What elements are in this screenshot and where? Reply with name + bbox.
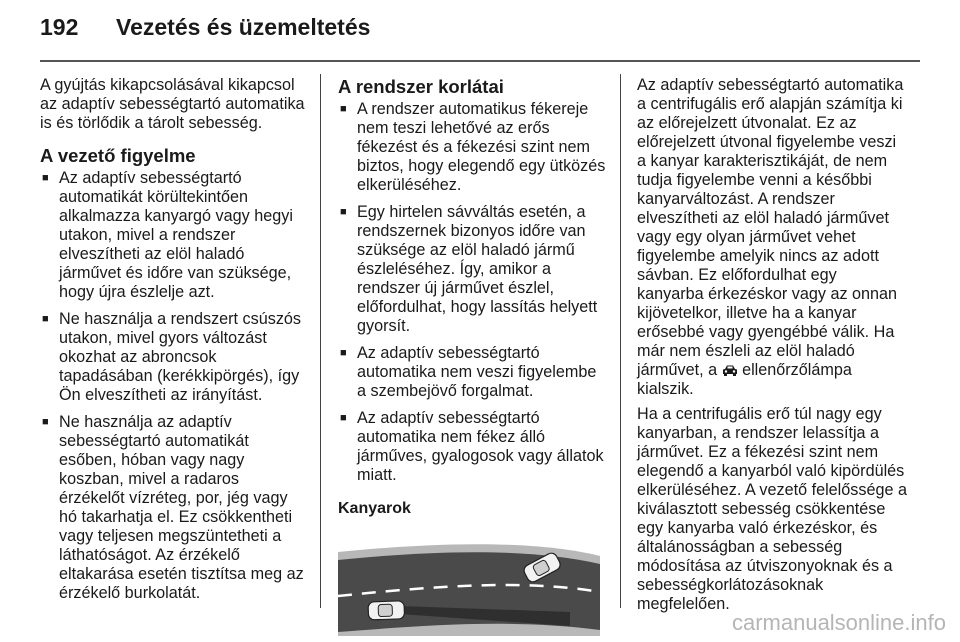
watermark: carmanualsonline.info — [731, 610, 946, 635]
list-item: ■ A rendszer automatikus fékereje nem teszi lehetővé az erős fékezést és a fékezési szint nem biztos, hogy elegendő egy ütközés elkerüléséhez. — [338, 100, 606, 195]
system-limits-list — [338, 100, 606, 485]
column-middle — [338, 76, 606, 636]
curve-illustration — [338, 530, 600, 636]
header-rule — [40, 60, 920, 62]
page-title: Vezetés és üzemeltetés — [116, 14, 371, 40]
paragraph — [637, 76, 907, 399]
page-number: 192 — [40, 14, 79, 40]
paragraph: Ha a centrifugális erő túl nagy egy kanyarban, a rendszer lelassítja a járművet. Ez a fékezési szint nem elegendő a kanyarból való kipördülés elkerüléséhez. A vezető felelőssége a kiválasztott sebesség csökkentése egy kanyarba való érkezéskor, és általánosságban a sebesség módosítása az útviszonyoknak és a sebességkorlátozásoknak megfelelően. — [637, 405, 907, 613]
subheading-curves: Kanyarok — [338, 500, 411, 517]
paragraph-text: ellenőrzőlámpa kialszik. — [637, 361, 852, 398]
list-item: ■ Az adaptív sebességtartó automatika nem veszi figyelembe a szembejövő forgalmat. — [338, 344, 606, 401]
section-heading-system-limits: A rendszer korlátai — [338, 76, 504, 97]
vehicle-ahead-indicator-icon — [722, 364, 738, 376]
list-item: ■ Ne használja a rendszert csúszós utakon, mivel gyors változást okozhat az abroncsok tapadásában (kerékkipörgés), így Ön elveszítheti az irányítást. — [40, 310, 308, 405]
column-divider — [320, 74, 321, 608]
column-divider — [620, 74, 621, 608]
column-left — [40, 76, 308, 611]
own-car — [368, 601, 405, 620]
list-item: ■ Az adaptív sebességtartó automatika nem fékez álló járműves, gyalogosok vagy állatok miatt. — [338, 409, 606, 485]
intro-paragraph: A gyújtás kikapcsolásával kikapcsol az adaptív sebességtartó automatika is és törlődik a tárolt sebesség. — [40, 76, 305, 132]
driver-attention-list — [40, 169, 308, 603]
list-item: ■ Az adaptív sebességtartó automatikát körültekintően alkalmazza kanyargó vagy hegyi utakon, mivel a rendszer elveszítheti az elöl haladó járművet és időre van szüksége, hogy újra észlelje azt. — [40, 169, 308, 302]
paragraph-text: Az adaptív sebességtartó automatika a centrifugális erő alapján számítja ki az előrejelzett útvonalat. Ez az előrejelzett útvonal figyelembe veszi a kanyar karakterisztikáját, de nem tudja figyelembe venni a későbbi kanyarváltozást. A rendszer elveszítheti az elöl haladó járművet vagy egy olyan járművet vehet figyelembe amelyik nincs az adott sávban. Ez előfordulhat egy kanyarba érkezéskor vagy az onnan kijövetelkor, illetve ha a kanyar erősebbé vagy gyengébbé válik. Ha már nem észleli az elöl haladó járművet, a — [637, 76, 904, 379]
list-item: ■ Egy hirtelen sávváltás esetén, a rendszernek bizonyos időre van szüksége az elöl haladó jármű észleléséhez. Így, amikor a rendszer új járművet észlel, előfordulhat, hogy lassítás helyett gyorsít. — [338, 203, 606, 336]
list-item: ■ Ne használja az adaptív sebességtartó automatikát esőben, hóban vagy nagy koszban, mivel a radaros érzékelőt vízréteg, por, jég vagy hó takarhatja el. Ez csökkentheti vagy teljesen megszüntetheti a láthatóságot. Az érzékelő eltakarása esetén tisztítsa meg az érzékelő burkolatát. — [40, 413, 308, 603]
section-heading-driver-attention: A vezető figyelme — [40, 145, 196, 166]
column-right — [637, 76, 907, 620]
page-header — [0, 0, 960, 62]
